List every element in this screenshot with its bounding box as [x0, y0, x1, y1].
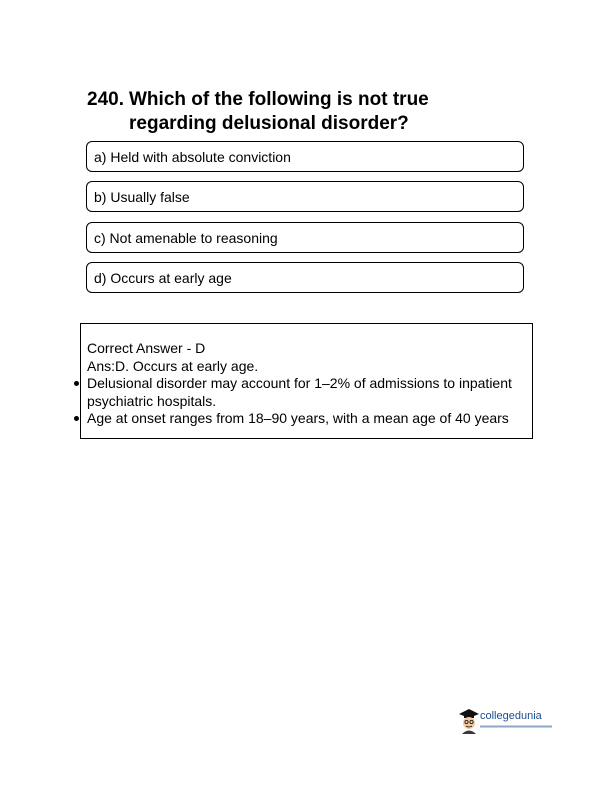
correct-answer: Correct Answer - D	[87, 340, 206, 356]
collegedunia-logo	[458, 708, 558, 736]
logo-text: collegedunia	[480, 710, 542, 722]
option-d[interactable]: d) Occurs at early age	[86, 262, 524, 293]
question-number: 240.	[87, 89, 124, 110]
bullet-1-line-2: psychiatric hospitals.	[87, 392, 217, 409]
answer-explanation: Ans:D. Occurs at early age.	[87, 357, 259, 374]
question-text-line-2: regarding delusional disorder?	[129, 113, 409, 134]
question-heading	[87, 88, 517, 136]
bullet-1-line-1: Delusional disorder may account for 1–2% of admissions to inpatient	[87, 375, 512, 391]
option-c[interactable]: c) Not amenable to reasoning	[86, 222, 524, 253]
question-text-line-1: Which of the following is not true	[129, 89, 429, 110]
logo-tagline-graphic	[480, 725, 552, 728]
bullet-item-1	[87, 375, 532, 410]
question-line-1	[87, 88, 517, 112]
answer-box	[80, 323, 533, 439]
bullet-2-line-1: Age at onset ranges from 18–90 years, with a mean age of 40 years	[87, 410, 509, 426]
graduate-avatar-icon	[458, 708, 480, 734]
option-a[interactable]: a) Held with absolute conviction	[86, 141, 524, 172]
option-b[interactable]: b) Usually false	[86, 181, 524, 212]
bullet-item-2	[87, 410, 532, 428]
